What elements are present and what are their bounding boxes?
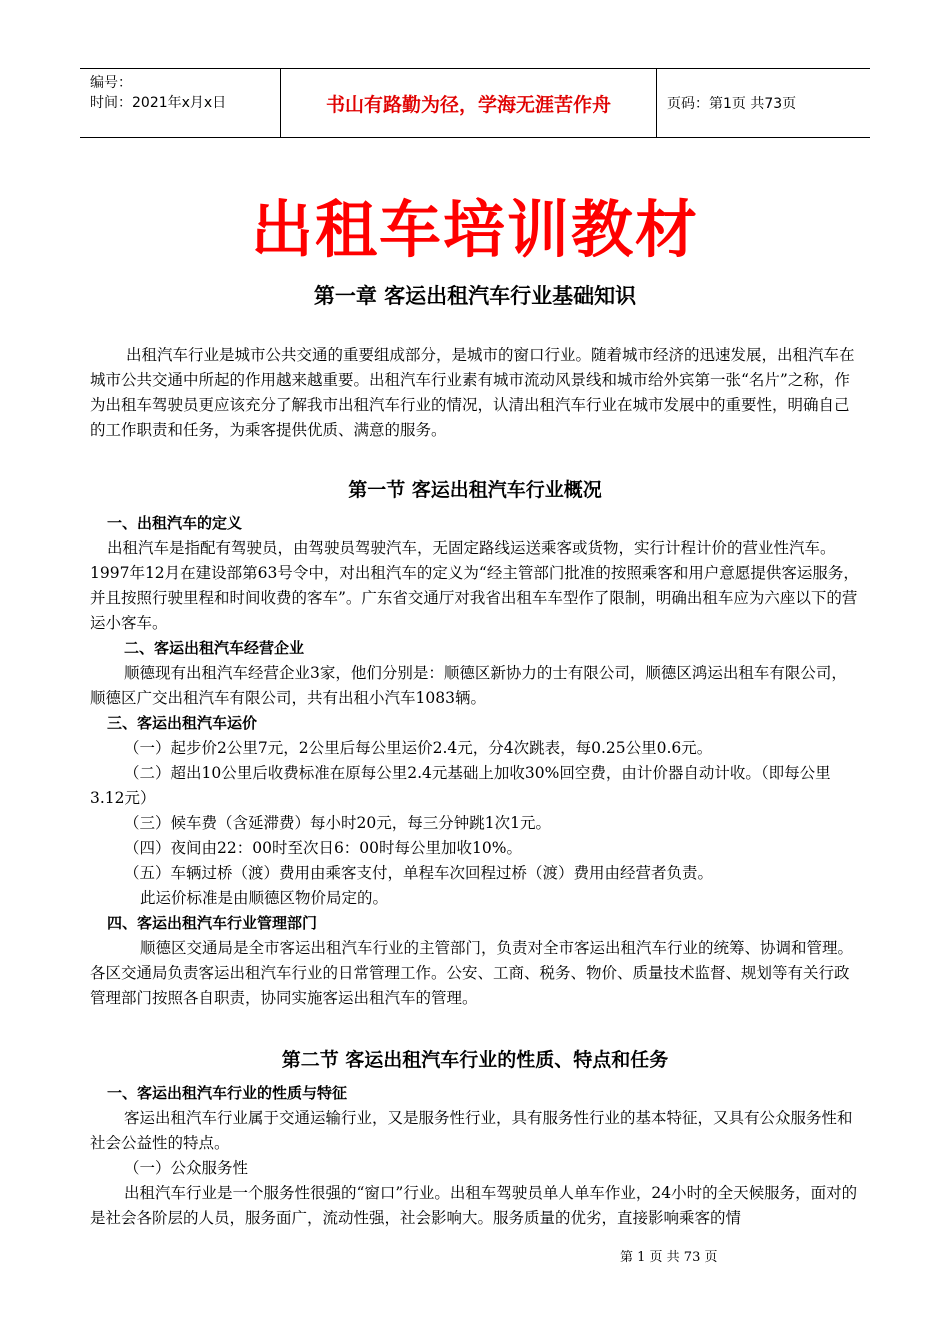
- heading-fares: 三、客运出租汽车运价: [107, 714, 258, 732]
- fare-item: （五）车辆过桥（渡）费用由乘客支付，单程车次回程过桥（渡）费用由经营者负责。: [124, 864, 714, 882]
- heading-nature: 一、客运出租汽车行业的性质与特征: [107, 1084, 348, 1102]
- section-2: [90, 1048, 860, 1231]
- fare-item: （一）起步价2公里7元，2公里后每公里运价2.4元，分4次跳表，每0.25公里0.6元。: [124, 739, 713, 757]
- section-1-title: 第一节 客运出租汽车行业概况: [348, 479, 602, 501]
- paragraph-nature: 客运出租汽车行业属于交通运输行业，又是服务性行业，具有服务性行业的基本特征，又具有公众服务性和社会公益性的特点。: [90, 1109, 853, 1152]
- subheading-public-service: （一）公众服务性: [124, 1159, 249, 1177]
- header-meta: [80, 69, 280, 137]
- header-motto: 书山有路勤为径，学海无涯苦作舟: [280, 69, 657, 137]
- fare-item: （四）夜间由22：00时至次日6：00时每公里加收10%。: [124, 839, 522, 857]
- page-footer: 第 1 页 共 73 页: [620, 1250, 718, 1265]
- fare-note: 此运价标准是由顺德区物价局定的。: [140, 889, 389, 907]
- section-1: [90, 478, 860, 1011]
- paragraph-management: 顺德区交通局是全市客运出租汽车行业的主管部门，负责对全市客运出租汽车行业的统筹、协调和管理。各区交通局负责客运出租汽车行业的日常管理工作。公安、工商、税务、物价、质量技术监督、规划等有关行政管理部门按照各自职责，协同实施客运出租汽车的管理。: [90, 939, 854, 1007]
- header-page-info: 页码：第1页 共73页: [667, 96, 797, 112]
- fare-item: （三）候车费（含延滞费）每小时20元，每三分钟跳1次1元。: [124, 814, 551, 832]
- heading-management: 四、客运出租汽车行业管理部门: [107, 914, 318, 932]
- page-header: [80, 68, 870, 138]
- chapter-title: 第一章 客运出租汽车行业基础知识: [313, 284, 637, 308]
- document-title: 出租车培训教材: [250, 193, 699, 266]
- fare-item: （二）超出10公里后收费标准在原每公里2.4元基础上加收30%回空费，由计价器自动计收。（即每公里3.12元）: [90, 764, 831, 807]
- paragraph-enterprises: 顺德现有出租汽车经营企业3家，他们分别是：顺德区新协力的士有限公司，顺德区鸿运出租车有限公司，顺德区广交出租汽车有限公司，共有出租小汽车1083辆。: [90, 664, 847, 707]
- intro-paragraph: 出租汽车行业是城市公共交通的重要组成部分，是城市的窗口行业。随着城市经济的迅速发展，出租汽车在城市公共交通中所起的作用越来越重要。出租汽车行业素有城市流动风景线和城市给外宾第一张“名片”之称，作为出租车驾驶员更应该充分了解我市出租汽车行业的情况，认清出租汽车行业在城市发展中的重要性，明确自己的工作职责和任务，为乘客提供优质、满意的服务。: [90, 346, 855, 439]
- paragraph-public-service: 出租汽车行业是一个服务性很强的“窗口”行业。出租车驾驶员单人单车作业，24小时的全天候服务，面对的是社会各阶层的人员，服务面广，流动性强，社会影响大。服务质量的优劣，直接影响乘客的情: [90, 1184, 858, 1227]
- number-label: 编号：: [90, 75, 132, 91]
- section-2-title: 第二节 客运出租汽车行业的性质、特点和任务: [281, 1049, 669, 1071]
- heading-enterprises: 二、客运出租汽车经营企业: [124, 639, 305, 657]
- paragraph-definition: 出租汽车是指配有驾驶员，由驾驶员驾驶汽车，无固定路线运送乘客或货物，实行计程计价的营业性汽车。1997年12月在建设部第63号令中，对出租汽车的定义为“经主管部门批准的按照乘客和用户意愿提供客运服务，并且按照行驶里程和时间收费的客车”。广东省交通厅对我省出租车车型作了限制，明确出租车应为六座以下的营运小客车。: [90, 539, 859, 632]
- date-label: 时间：2021年x月x日: [90, 95, 227, 111]
- heading-definition: 一、出租汽车的定义: [107, 514, 243, 532]
